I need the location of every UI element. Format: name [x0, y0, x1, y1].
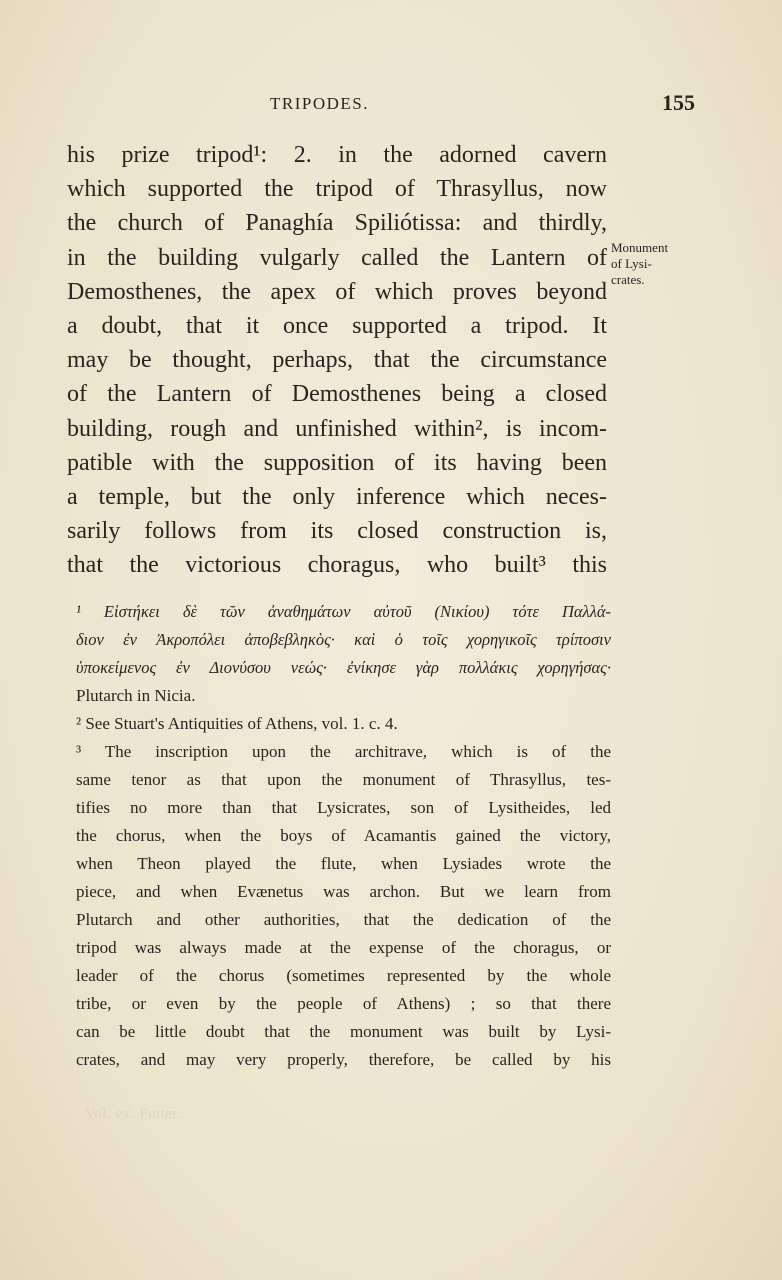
text-line: building, rough and unfinished within², is incom-	[67, 415, 607, 442]
text-line: his prize tripod¹: 2. in the adorned cavern	[67, 142, 607, 168]
text-line: a doubt, that it once supported a tripod. It	[67, 312, 607, 339]
footnote-3-line: can be little doubt that the monument was built by Lysi-	[76, 1022, 611, 1041]
footnote-3-line: tifies no more than that Lysicrates, son of Lysitheides, led	[76, 798, 611, 817]
text-line: which supported the tripod of Thrasyllus, now	[67, 176, 607, 203]
footnote-3-line: the chorus, when the boys of Acamantis gained the victory,	[76, 826, 611, 845]
footnote-1-line: ¹ Εἱστήκει δὲ τῶν ἀναθημάτων αὐτοῦ (Νικίου) τότε Παλλά-	[76, 602, 611, 621]
footnote-3-line: when Theon played the flute, when Lysiades wrote the	[76, 854, 611, 873]
footnotes	[76, 598, 611, 1074]
footnote-3-line: same tenor as that upon the monument of Thrasyllus, tes-	[76, 770, 611, 789]
footnote-3-line: leader of the chorus (sometimes represented by the whole	[76, 966, 611, 985]
text-line: of the Lantern of Demosthenes being a closed	[67, 381, 607, 408]
footnote-2: ² See Stuart's Antiquities of Athens, vol. 1. c. 4.	[76, 714, 398, 733]
footnote-3-line: crates, and may very properly, therefore, be called by his	[76, 1050, 611, 1069]
margin-note-line: of Lysi-	[611, 256, 652, 271]
footnote-1-line: ὑποκείμενος ἐν Διονύσου νεώς· ἐνίκησε γὰρ πολλάκις χορηγήσας·	[76, 658, 611, 677]
text-line: sarily follows from its closed construction is,	[67, 518, 607, 545]
running-head: TRIPODES.	[270, 94, 369, 113]
margin-note-line: Monument	[611, 240, 669, 255]
page-header	[70, 90, 695, 120]
footnote-3-line: tripod was always made at the expense of the choragus, or	[76, 938, 611, 957]
footnote-1-source: Plutarch in Nicia.	[76, 686, 196, 705]
text-line: in the building vulgarly called the Lantern of	[67, 244, 607, 271]
bleed-through-text: Vol. ex. Potter.	[85, 1106, 182, 1122]
page-number: 155	[662, 90, 695, 115]
footnote-1-line: διον ἐν Ἀκροπόλει ἀποβεβληκὸς· καὶ ὁ τοῖς χορηγικοῖς τρίποσιν	[76, 630, 611, 649]
text-line: the church of Panaghía Spiliótissa: and thirdly,	[67, 210, 607, 237]
text-line: that the victorious choragus, who built³ this	[67, 552, 607, 579]
footnote-3-line: tribe, or even by the people of Athens) ; so that there	[76, 994, 611, 1013]
footnote-3-line: ³ The inscription upon the architrave, which is of the	[76, 742, 611, 761]
text-line: patible with the supposition of its having been	[67, 449, 607, 476]
footnote-3-line: piece, and when Evænetus was archon. But we learn from	[76, 882, 611, 901]
margin-note	[611, 240, 701, 288]
footnote-3-line: Plutarch and other authorities, that the dedication of the	[76, 910, 611, 929]
margin-note-line: crates.	[611, 272, 645, 287]
text-line: a temple, but the only inference which neces-	[67, 483, 607, 510]
text-line: Demosthenes, the apex of which proves beyond	[67, 278, 607, 305]
text-line: may be thought, perhaps, that the circumstance	[67, 347, 607, 374]
main-text	[67, 138, 607, 582]
